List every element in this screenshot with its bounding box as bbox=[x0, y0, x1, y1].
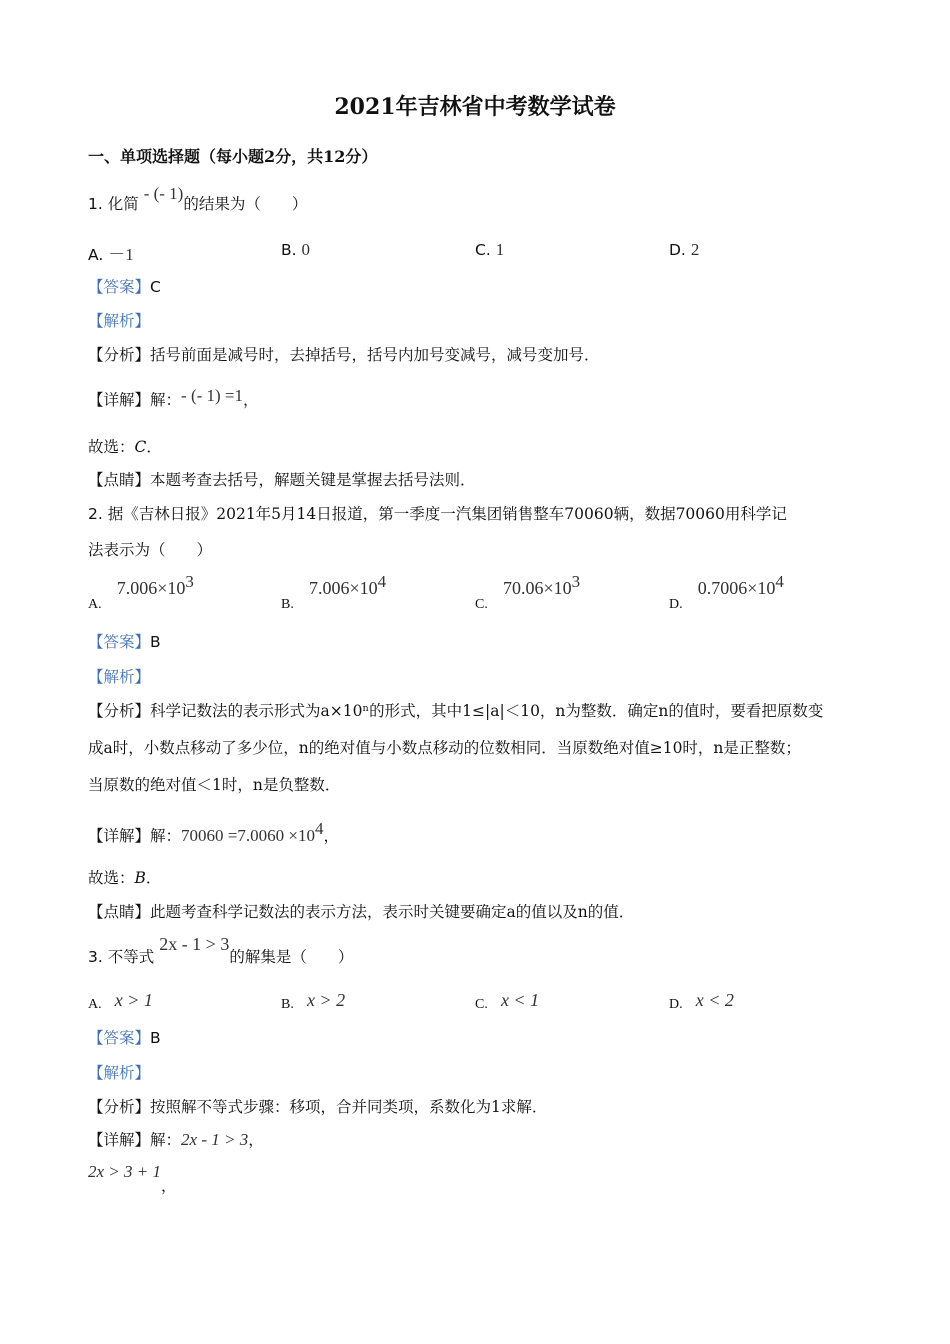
q3-stem: 3. 不等式 2x - 1 > 3的解集是（ ） bbox=[88, 934, 354, 966]
q2-dianjing: 【点睛】此题考查科学记数法的表示方法，表示时关键要确定a的值以及n的值． bbox=[88, 903, 635, 921]
q3-analysis-label: 【解析】 bbox=[88, 1064, 151, 1082]
q1-option-c: C. 1 bbox=[475, 240, 505, 259]
q2-option-d: D. $0.7006\times 10^4$ bbox=[669, 572, 784, 612]
q1-dianjing: 【点睛】本题考查去括号，解题关键是掌握去括号法则． bbox=[88, 471, 476, 489]
q2-option-b: B. $7.006\times 10^4$ bbox=[281, 572, 387, 612]
q2-stem-line1: 2. 据《吉林日报》2021年5月14日报道，第一季度一汽集团销售整车70060辆，数据70060用科学记 bbox=[88, 505, 787, 523]
q2-answer: 【答案】B bbox=[88, 633, 161, 651]
q3-fenxi: 【分析】按照解不等式步骤：移项，合并同类项，系数化为1求解． bbox=[88, 1098, 548, 1116]
q1-fenxi: 【分析】括号前面是减号时，去掉括号，括号内加号变减号，减号变加号． bbox=[88, 346, 600, 364]
q3-option-a: A. x > 1 bbox=[88, 990, 153, 1012]
q2-fenxi-line1: 【分析】科学记数法的表示形式为a×10ⁿ的形式，其中1≤|a|＜10，n为整数．确定n的值时，要看把原数变 bbox=[88, 702, 824, 720]
q3-option-c: C. x < 1 bbox=[475, 990, 540, 1012]
q3-option-d: D. x < 2 bbox=[669, 990, 734, 1012]
q1-xiangjie: 【详解】解：- (- 1) =1， bbox=[88, 386, 259, 409]
q2-guxuan: 故选：B． bbox=[88, 869, 162, 887]
q1-stem bbox=[88, 184, 308, 214]
q1-guxuan: 故选：C． bbox=[88, 438, 162, 456]
q1-number: 1. bbox=[88, 195, 103, 213]
q1-stem-math: - (- 1) bbox=[143, 184, 184, 203]
q2-xiangjie: 【详解】解：$70060 =7.0060 \times 10^4$， bbox=[88, 819, 339, 845]
q3-option-b: B. x > 2 bbox=[281, 990, 346, 1012]
q1-option-d: D. 2 bbox=[669, 240, 700, 259]
page-title: 2021年吉林省中考数学试卷 bbox=[334, 94, 616, 120]
q2-option-a: A. $7.006\times 10^3$ bbox=[88, 572, 194, 612]
q3-step2: 2x > 3 + 1， bbox=[88, 1162, 177, 1195]
q1-answer: 【答案】C bbox=[88, 278, 161, 296]
section-heading: 一、单项选择题（每小题2分，共12分） bbox=[88, 147, 378, 166]
q3-xiangjie: 【详解】解：2x - 1 > 3， bbox=[88, 1130, 264, 1149]
q2-fenxi-line2: 成a时，小数点移动了多少位，n的绝对值与小数点移动的位数相同．当原数绝对值≥10时，n是正整数； bbox=[88, 739, 801, 757]
q1-analysis-label: 【解析】 bbox=[88, 312, 151, 330]
q1-option-b: B. 0 bbox=[281, 240, 310, 259]
q3-answer: 【答案】B bbox=[88, 1029, 161, 1047]
q1-stem-post: 的结果为（ ） bbox=[183, 195, 308, 213]
q2-analysis-label: 【解析】 bbox=[88, 668, 151, 686]
q2-fenxi-line3: 当原数的绝对值＜1时，n是负整数． bbox=[88, 776, 341, 794]
q1-stem-pre: 化简 bbox=[107, 195, 139, 213]
q2-option-c: C. $70.06\times 10^3$ bbox=[475, 572, 581, 612]
q1-option-a: A. －1 bbox=[88, 245, 134, 264]
q2-stem-line2: 法表示为（ ） bbox=[88, 541, 213, 559]
